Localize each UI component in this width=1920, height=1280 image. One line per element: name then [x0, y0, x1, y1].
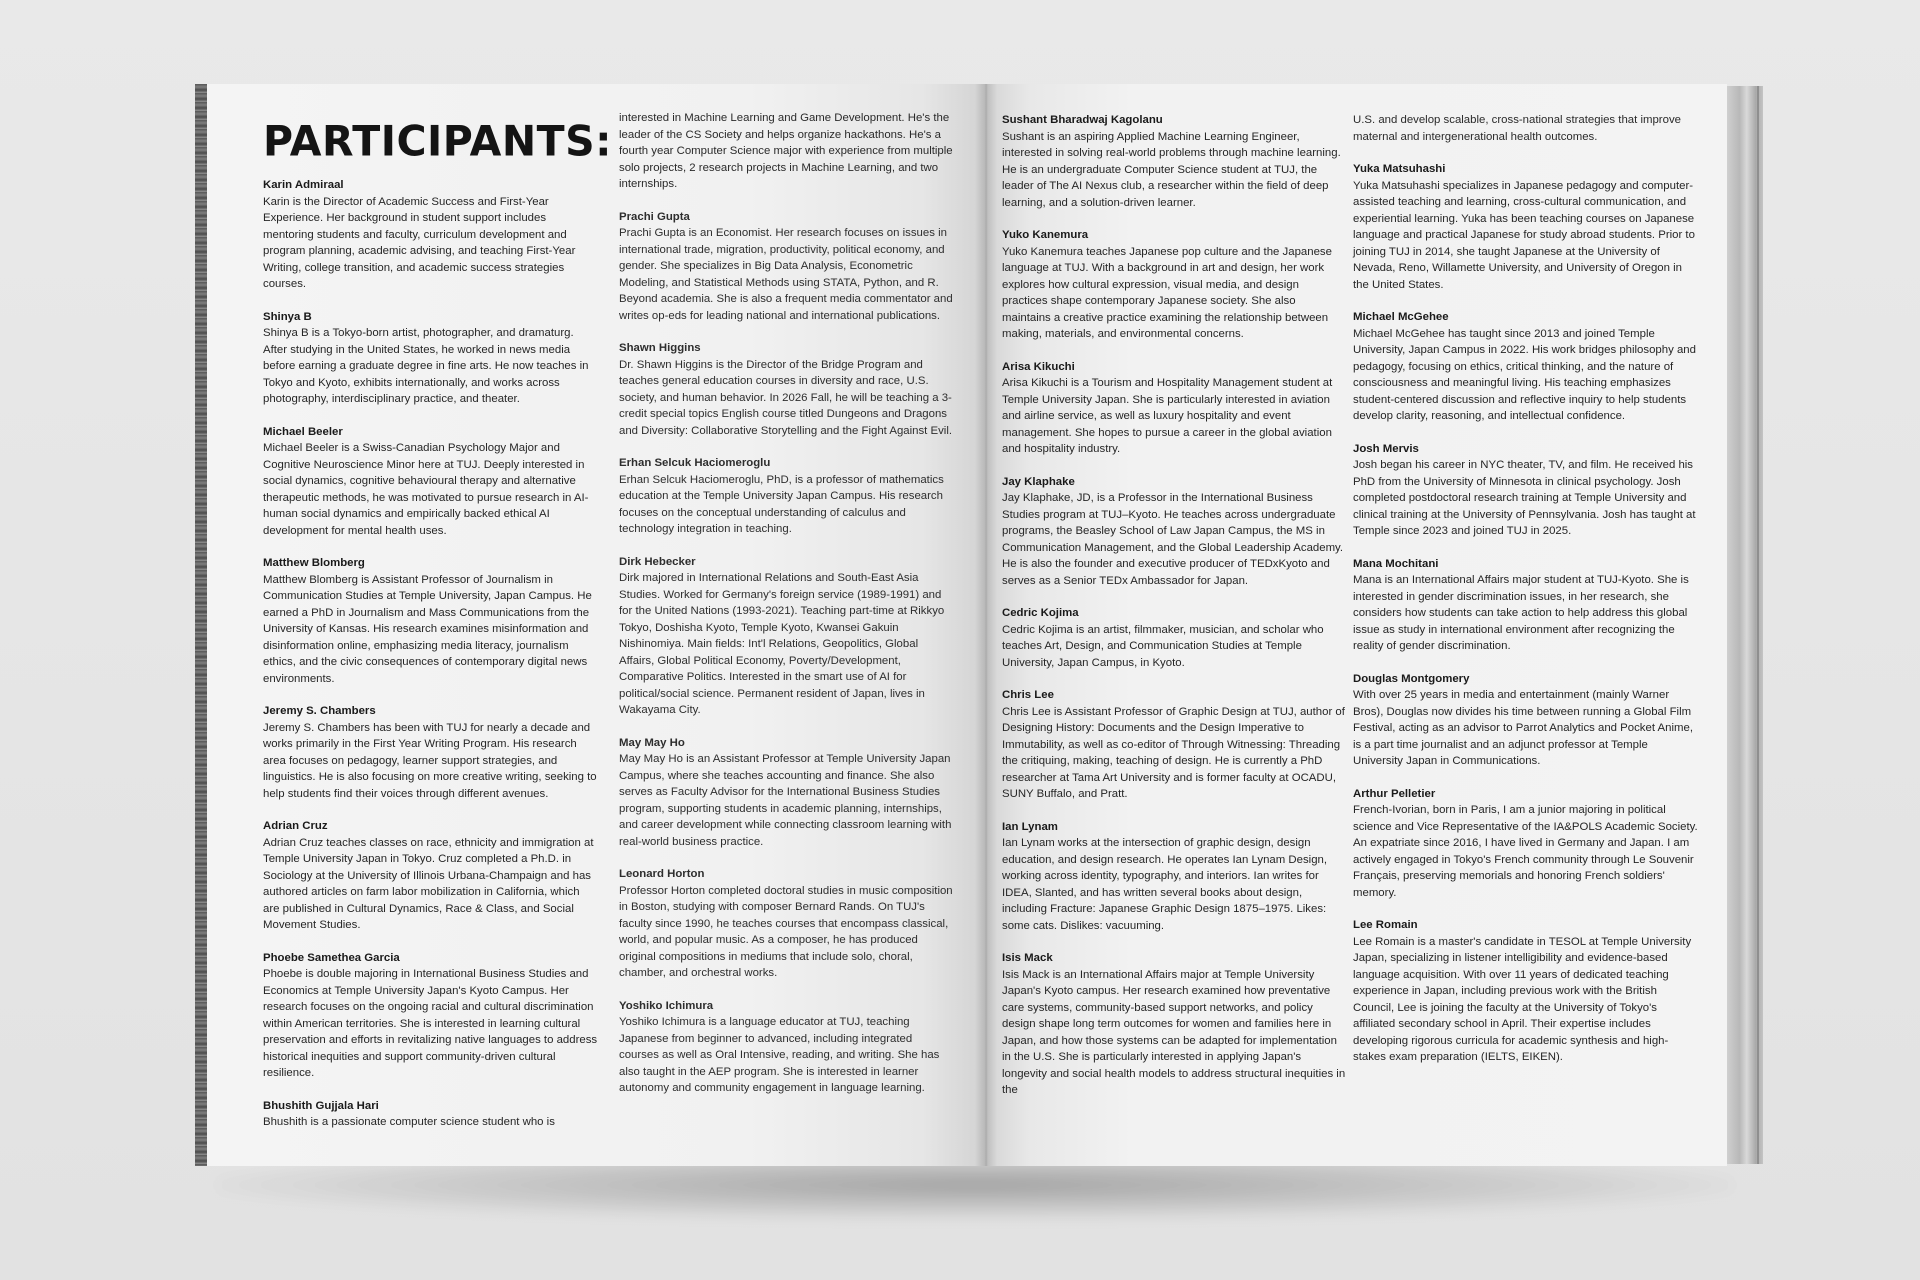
participant-name: Adrian Cruz — [263, 820, 328, 832]
participant-bio: Phoebe is double majoring in International Business Studies and Economics at Temple University Japan's Kyoto Campus. Her research focuses on the ongoing racial and cultural discrimination within American territories. She is interested in learning cultural preservation and efforts in revitalizing native languages to address historical inequities and support community-driven cultural resilience. — [263, 968, 598, 1079]
continued-text: U.S. and develop scalable, cross-national strategies that improve maternal and intergenerational health outcomes. — [1353, 114, 1681, 143]
participant-bio: Erhan Selcuk Haciomeroglu, PhD, is a professor of mathematics education at the Temple University Japan Campus. His research focuses on the conceptual understanding of calculus and technology integration in teaching. — [619, 473, 944, 535]
participant-name: Michael McGehee — [1353, 311, 1449, 323]
participant-entry — [263, 309, 598, 408]
entries-right-col1 — [1002, 112, 1347, 1099]
participant-entry — [1353, 786, 1698, 902]
participant-entry — [619, 735, 954, 851]
participant-bio: Dr. Shawn Higgins is the Director of the Bridge Program and teaches general education courses in diversity and race, U.S. society, and human behavior. In 2026 Fall, he will be teaching a 3-credit special topics English course titled Dungeons and Dragons and Diversity: Collaborative Storytelling and the Fight Against Evil. — [619, 358, 953, 437]
participant-bio: Shinya B is a Tokyo-born artist, photographer, and dramaturg. After studying in the United States, he worked in news media before earning a graduate degree in fine arts. He now teaches in Tokyo and Kyoto, exhibits internationally, and works across photography, interdisciplinary practice, and theater. — [263, 327, 589, 405]
participant-entry — [263, 818, 598, 934]
participant-entry — [1002, 605, 1347, 671]
participant-bio: Chris Lee is Assistant Professor of Graphic Design at TUJ, author of Designing History: Documents and the Design Imperative to Immutability, as well as co-editor of Through Witnessing: Threading the critiquing, making, teaching of design. He is currently a PhD researcher at Tama Art University and is former faculty at OCADU, SUNY Buffalo, and Pratt. — [1002, 705, 1345, 800]
participant-name: Erhan Selcuk Haciomeroglu — [619, 457, 771, 469]
participant-entry — [1353, 309, 1698, 425]
participant-entry — [1002, 227, 1347, 343]
participant-name: Karin Admiraal — [263, 179, 344, 191]
participant-entry — [619, 866, 954, 982]
participant-bio: Michael Beeler is a Swiss-Canadian Psychology Major and Cognitive Neuroscience Minor here at TUJ. Deeply interested in social dynamics, cognitive behavioural therapy and alternative therapeutic methods, he was motivated to pursue research in AI-human social dynamics and empirically backed ethical AI development for mental health uses. — [263, 442, 589, 537]
participant-entry — [1353, 441, 1698, 540]
participant-name: Jeremy S. Chambers — [263, 705, 376, 717]
participant-bio: Professor Horton completed doctoral studies in music composition in Boston, studying with composer Bernard Rands. On TUJ's faculty since 1990, he teaches courses that encompass classical, world, and popular music. As a composer, he has produced original compositions in mediums that include solo, choral, chamber, and orchestral works. — [619, 884, 953, 979]
participant-entry — [263, 950, 598, 1082]
participant-bio: Sushant is an aspiring Applied Machine Learning Engineer, interested in solving real-world problems through machine learning. He is an undergraduate Computer Science student at TUJ, the leader of The AI Nexus club, a researcher within the field of deep learning, and a solution-driven learner. — [1002, 130, 1341, 209]
right-column-1 — [1002, 112, 1347, 1115]
page-title: PARTICIPANTS: — [263, 116, 613, 166]
participant-bio: With over 25 years in media and entertainment (mainly Warner Bros), Douglas now divides his time between running a Global Film Festival, acting as an advisor to Parrot Analytics and Pocket Anime, is a part time journalist and an adjunct professor at Temple University Japan in Communications. — [1353, 689, 1693, 767]
participant-bio: Josh began his career in NYC theater, TV, and film. He received his PhD from the University of Minnesota in clinical psychology. Josh completed postdoctoral research training at Temple University and clinical training at the University of Pennsylvania. Josh has taught at Temple since 2023 and joined TUJ in 2025. — [1353, 459, 1696, 537]
participant-entry — [263, 424, 598, 540]
participant-bio: Bhushith is a passionate computer science student who is — [263, 1116, 555, 1128]
participant-bio: Prachi Gupta is an Economist. Her research focuses on issues in international trade, migration, productivity, political economy, and gender. She specializes in Big Data Analysis, Econometric Modeling, and Statistical Methods using STATA, Python, and R. Beyond academia. She is also a frequent media commentator and writes op-eds for leading national and international publications. — [619, 227, 953, 322]
participant-bio: Isis Mack is an International Affairs major at Temple University Japan's Kyoto campus. Her research examined how preventative care systems, community-based support networks, and policy design shape long term outcomes for women and families here in Japan, and how those systems can be adapted for implementation in the U.S. She is particularly interested in applying Japan's longevity and social health models to address structural inequities in the — [1002, 968, 1346, 1096]
participant-name: Chris Lee — [1002, 689, 1054, 701]
participant-bio: Lee Romain is a master's candidate in TESOL at Temple University Japan, specializing in listener intelligibility and evidence-based language acquisition. With over 11 years of dedicated teaching experience in Japan, including previous work with the British Council, Lee is joining the faculty at the University of Tokyo's affiliated secondary school in April. Their expertise includes developing rigorous curricula for academic synthesis and high-stakes exam preparation (IELTS, EIKEN). — [1353, 935, 1692, 1063]
participant-bio: May May Ho is an Assistant Professor at Temple University Japan Campus, where she teaches accounting and finance. She also serves as Faculty Advisor for the International Business Studies program, supporting students in academic planning, internships, and career development while connecting classroom learning with real-world business practice. — [619, 753, 952, 848]
participant-bio: Mana is an International Affairs major student at TUJ-Kyoto. She is interested in gender discrimination issues, in her research, she considers how students can take action to help address this global issue as study in international environment after recognizing the reality of gender discrimination. — [1353, 574, 1689, 652]
participant-name: Josh Mervis — [1353, 442, 1419, 455]
participant-name: Phoebe Samethea Garcia — [263, 951, 400, 964]
participant-name: Michael Beeler — [263, 425, 343, 438]
entries-right-col2 — [1353, 161, 1698, 1066]
entries-left-col1 — [263, 177, 598, 1131]
participant-entry — [1353, 671, 1698, 770]
participant-entry — [1353, 161, 1698, 293]
participant-entry — [263, 703, 598, 802]
participant-entry — [1002, 687, 1347, 803]
participant-entry — [263, 1098, 598, 1131]
participant-entry — [1002, 112, 1347, 211]
participant-bio: Yuka Matsuhashi specializes in Japanese pedagogy and computer-assisted teaching and learning, cross-cultural communication, and experiential learning. Yuka has been teaching courses on Japanese language and practical Japanese for study abroad students. Prior to joining TUJ in 2014, she taught Japanese at the University of Nevada, Reno, Willamette University, and University of Oregon in the United States. — [1353, 179, 1695, 291]
participant-name: Dirk Hebecker — [619, 555, 696, 568]
participant-bio: Michael McGehee has taught since 2013 and joined Temple University, Japan Campus in 2022. His work bridges philosophy and pedagogy, focusing on ethics, critical thinking, and the nature of consciousness and meaningful living. His teaching emphasizes student-centered discussion and reflective inquiry to help students develop clarity, reasoning, and intellectual confidence. — [1353, 327, 1696, 422]
participant-bio: Jeremy S. Chambers has been with TUJ for nearly a decade and works primarily in the First Year Writing Program. His research area focuses on pedagogy, learner support strategies, and linguistics. He is also focusing on more creative writing, seeking to help students find their voices through different avenues. — [263, 721, 597, 800]
left-column-1 — [263, 116, 613, 1147]
participant-entry — [263, 555, 598, 687]
participant-entry — [1353, 556, 1698, 655]
participant-bio: French-Ivorian, born in Paris, I am a junior majoring in political science and Vice Representative of the IA&POLS Academic Society. An expatriate since 2016, I have lived in Germany and Japan. I am actively engaged in Tokyo's French community through Le Souvenir Français, preserving memorials and honoring French soldiers' memory. — [1353, 804, 1698, 899]
entries-left-col2 — [619, 209, 954, 1097]
participant-bio: Karin is the Director of Academic Success and First-Year Experience. Her background in student support includes mentoring students and faculty, curriculum development and program planning, academic advising, and teaching First-Year Writing, college transition, and academic success strategies courses. — [263, 195, 576, 290]
participant-name: Jay Klaphake — [1002, 475, 1075, 488]
participant-name: Yoshiko Ichimura — [619, 999, 714, 1012]
participant-entry — [619, 455, 954, 538]
participant-name: Arthur Pelletier — [1353, 787, 1436, 800]
participant-name: Ian Lynam — [1002, 820, 1058, 833]
participant-name: Bhushith Gujjala Hari — [263, 1099, 379, 1112]
participant-name: Lee Romain — [1353, 919, 1418, 931]
participant-bio: Adrian Cruz teaches classes on race, ethnicity and immigration at Temple University Japan in Tokyo. Cruz completed a Ph.D. in Sociology at the University of Illinois Urbana-Champaign and has authored articles on farm labor mobilization in California, which are published in Cultural Dynamics, Race & Class, and Social Movement Studies. — [263, 836, 594, 931]
participant-entry — [1353, 917, 1698, 1066]
book-gutter — [975, 84, 997, 1166]
participant-name: Yuko Kanemura — [1002, 229, 1089, 241]
participant-bio: Arisa Kikuchi is a Tourism and Hospitality Management student at Temple University Japan. She is particularly interested in aviation and airline service, as well as luxury hospitality and event management. She hopes to pursue a career in the global aviation and hospitality industry. — [1002, 377, 1333, 455]
participant-name: Shawn Higgins — [619, 342, 701, 354]
participant-name: Isis Mack — [1002, 952, 1053, 964]
continued-text: interested in Machine Learning and Game Development. He's the leader of the CS Society and helps organize hackathons. He's a fourth year Computer Science major with experience from multiple solo projects, 2 research projects in Machine Learning, and two internships. — [619, 112, 953, 190]
participant-bio: Cedric Kojima is an artist, filmmaker, musician, and scholar who teaches Art, Design, and Communication Studies at Temple University, Japan Campus, in Kyoto. — [1002, 623, 1324, 669]
participant-name: May May Ho — [619, 736, 685, 749]
participant-bio: Jay Klaphake, JD, is a Professor in the International Business Studies program at TUJ–Kyoto. He teaches across undergraduate programs, the Beasley School of Law Japan Campus, the MS in Communication Management, and the Global Leadership Academy. He is also the founder and executive producer of TEDxKyoto and serves as a Senior TEDx Ambassador for Japan. — [1002, 492, 1344, 587]
participant-bio: Dirk majored in International Relations and South-East Asia Studies. Worked for Germany's foreign service (1989-1991) and for the United Nations (1993-2021). Teaching part-time at Rikkyo Tokyo, Doshisha Kyoto, Temple Kyoto, Kwansei Gakuin Nishinomiya. Main fields: Int'l Relations, Geopolitics, Global Affairs, Global Political Economy, Poverty/Development, Comparative Politics. Interested in the smart use of AI for political/social science. Permanent resident of Japan, lives in Wakayama City. — [619, 572, 945, 716]
participant-entry — [619, 998, 954, 1097]
participant-bio: Yoshiko Ichimura is a language educator at TUJ, teaching Japanese from beginner to advanced, including integrated courses as well as Oral Intensive, reading, and writing. She has also taught in the AEP program. She is interested in learner autonomy and community engagement in language learning. — [619, 1016, 940, 1094]
participant-name: Arisa Kikuchi — [1002, 360, 1075, 373]
participant-entry — [1002, 359, 1347, 458]
participant-entry — [619, 209, 954, 325]
participant-name: Sushant Bharadwaj Kagolanu — [1002, 114, 1163, 126]
participant-entry — [1002, 950, 1347, 1099]
left-column-2 — [619, 110, 954, 1113]
participant-name: Leonard Horton — [619, 868, 705, 880]
participant-entry — [619, 554, 954, 719]
participant-entry — [1002, 474, 1347, 590]
participant-entry — [263, 177, 598, 293]
right-page — [985, 84, 1727, 1166]
participant-name: Douglas Montgomery — [1353, 672, 1470, 685]
participant-bio: Matthew Blomberg is Assistant Professor of Journalism in Communication Studies at Temple University, Japan Campus. He earned a PhD in Journalism and Mass Communications from the University of Kansas. His research examines misinformation and disinformation online, emphasizing media literacy, journalism ethics, and the civic consequences of contemporary digital news environments. — [263, 573, 592, 685]
participant-bio: Ian Lynam works at the intersection of graphic design, design education, and design research. He operates Ian Lynam Design, working across identity, typography, and interiors. Ian writes for IDEA, Slanted, and has written several books about design, including Fracture: Japanese Graphic Design 1875–1975. Likes: some cats. Dislikes: vacuuming. — [1002, 837, 1328, 932]
left-page — [195, 84, 985, 1166]
participant-name: Yuka Matsuhashi — [1353, 163, 1446, 175]
participant-entry — [619, 340, 954, 439]
participant-name: Shinya B — [263, 310, 312, 323]
participant-entry — [1002, 819, 1347, 935]
right-column-2 — [1353, 112, 1698, 1082]
participant-name: Matthew Blomberg — [263, 557, 365, 569]
participant-name: Cedric Kojima — [1002, 607, 1079, 619]
left-page-edge — [195, 84, 207, 1166]
participant-name: Prachi Gupta — [619, 210, 690, 223]
participant-bio: Yuko Kanemura teaches Japanese pop culture and the Japanese language at TUJ. With a background in art and design, her work explores how cultural expression, visual media, and design practices shape contemporary Japanese society. She also maintains a creative practice examining the relationship between making, materials, and environmental concerns. — [1002, 245, 1332, 340]
participant-name: Mana Mochitani — [1353, 557, 1439, 570]
right-page-stack — [1727, 86, 1763, 1164]
